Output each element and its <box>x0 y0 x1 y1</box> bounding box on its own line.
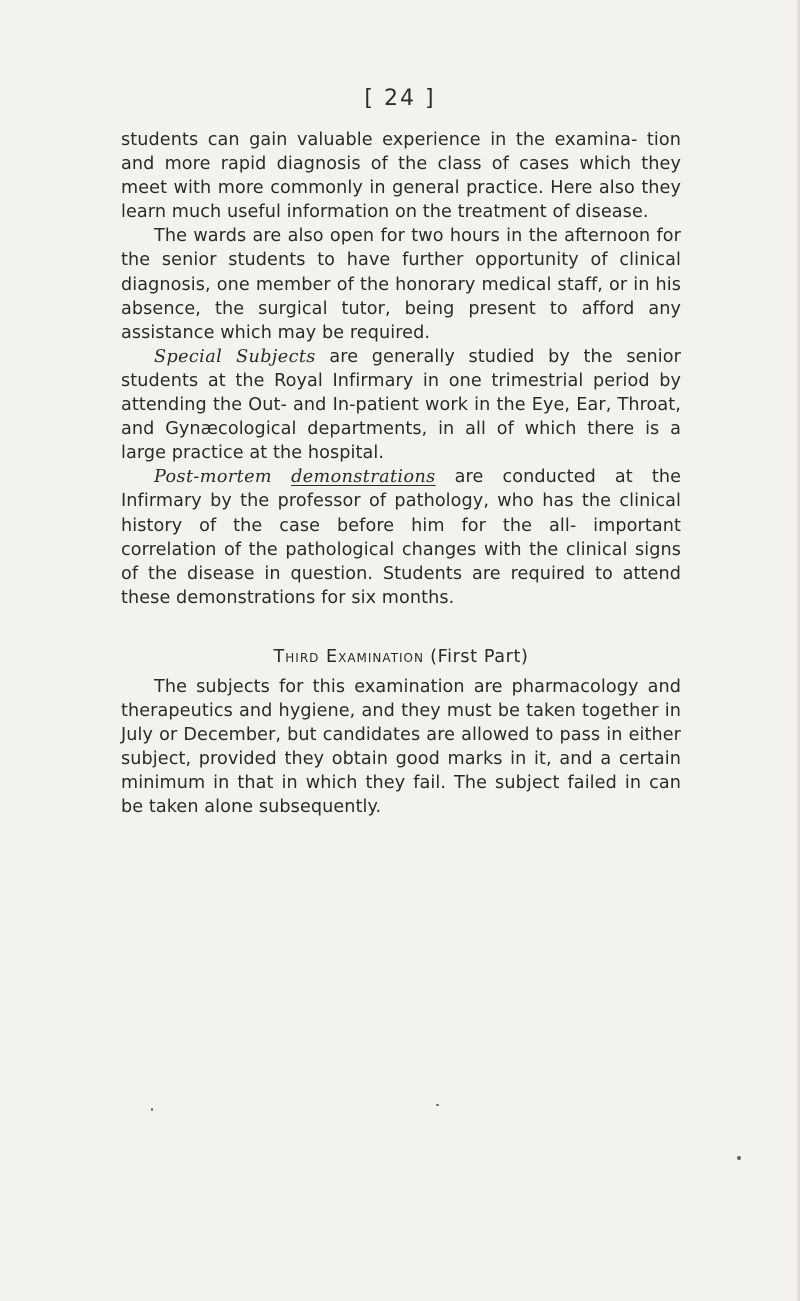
page-number: [ 24 ] <box>364 86 436 111</box>
section-heading-title: Third Examination <box>273 646 424 667</box>
text-column <box>121 128 681 819</box>
run-in-heading-underlined: demonstrations <box>291 467 436 488</box>
paragraph-wards <box>121 224 681 344</box>
paragraph-text: The subjects for this examination are pharmacology and therapeutics and hygiene, and they must be taken together in July or December, but candidates are allowed to pass in either subject, provided they obtain good marks in it, and a certain minimum in that in which they fail. The subject failed in can be taken alone subsequently. <box>121 676 681 818</box>
paragraph-third-examination <box>121 675 681 820</box>
paragraph-text: are generally studied by the senior students at the Royal Infirmary in one trimestrial period by attending the Out- and In-patient work in the Eye, Ear, Throat, and Gynæcological departments, in all of which there is a large practice at the hospital. <box>121 346 681 464</box>
paragraph-continued <box>121 128 681 224</box>
page-edge-shadow <box>796 0 800 1301</box>
section-heading <box>121 645 681 669</box>
run-in-heading: Post-mortem <box>154 467 273 488</box>
section-heading-subtitle: (First Part) <box>423 646 529 667</box>
paragraph-text: are conducted at the Infirmary by the professor of pathology, who has the clinical history of the case before him for the all- important correlation of the pathological changes with the clinical signs of the disease in question. Students are required to attend these demonstrations for six months. <box>121 467 681 608</box>
paragraph-post-mortem <box>121 465 681 610</box>
paper-speck <box>737 1156 741 1160</box>
paragraph-text: students can gain valuable experience in the examina- tion and more rapid diagnosis of the class of cases which they meet with more commonly in general practice. Here also they learn much useful information on the treatment of disease. <box>121 130 681 223</box>
paper-speck <box>151 1108 153 1111</box>
paragraph-special-subjects <box>121 345 681 465</box>
run-in-heading: Special Subjects <box>154 346 316 367</box>
paragraph-text: The wards are also open for two hours in the afternoon for the senior students to have further opportunity of clinical diagnosis, one member of the honorary medical staff, or in his absence, the surgical tutor, being present to afford any assistance which may be required. <box>121 226 681 343</box>
paper-speck <box>436 1104 439 1106</box>
